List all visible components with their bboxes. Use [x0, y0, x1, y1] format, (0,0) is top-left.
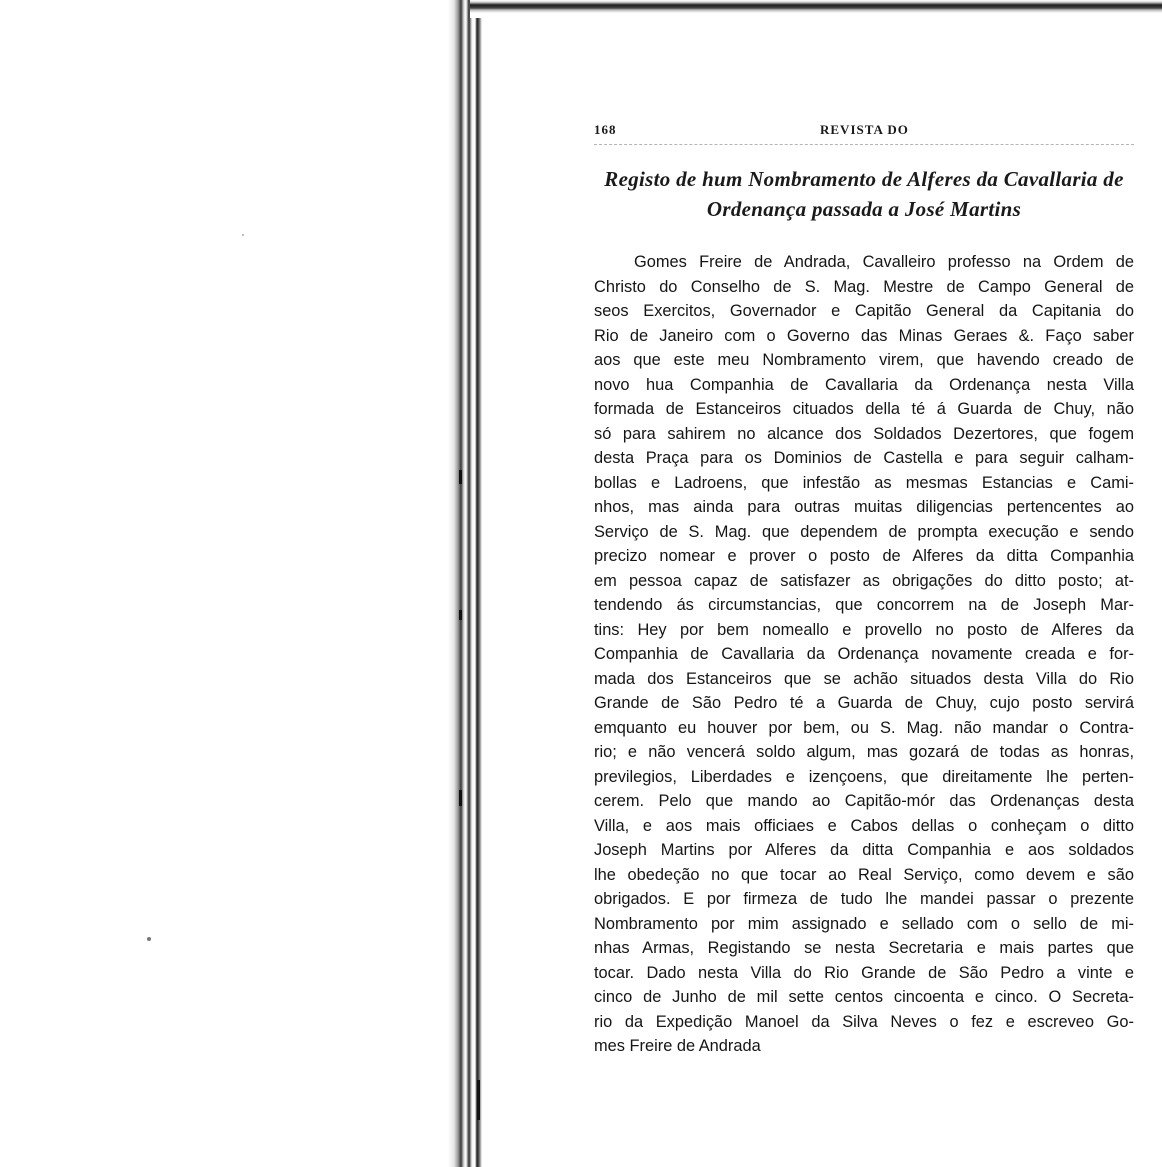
- body-line: aos que este meu Nombramento virem, que havendo creado de: [594, 351, 1134, 369]
- body-line: Villa, e aos mais officiaes e Cabos dellas o conheçam o ditto: [594, 816, 1134, 835]
- body-line: obrigados. E por firmeza de tudo lhe mandei passar o prezente: [594, 890, 1134, 908]
- body-line: mes Freire de Andrada: [594, 1037, 761, 1055]
- body-line: precizo nomear e prover o posto de Alferes da ditta Companhia: [594, 547, 1134, 565]
- body-line: rio; e não vencerá soldo algum, mas gozará de todas as honras,: [594, 743, 1134, 761]
- book-binding-gutter: [448, 0, 488, 1167]
- body-line: Companhia de Cavallaria da Ordenança novamente creada e for-: [594, 645, 1134, 663]
- document-title: [594, 164, 1134, 224]
- body-line: Grande de São Pedro té a Guarda de Chuy, cujo posto servirá: [594, 694, 1134, 712]
- body-line: Nombramento por mim assignado e sellado com o sello de mi-: [594, 914, 1134, 933]
- body-line: Joseph Martins por Alferes da ditta Companhia e aos soldados: [594, 841, 1134, 859]
- running-title: REVISTA DO: [820, 122, 909, 137]
- body-line: previlegios, Liberdades e izençoens, que direitamente lhe perten-: [594, 767, 1134, 786]
- page-number: 168: [594, 122, 617, 137]
- gutter-mark: [477, 1080, 480, 1120]
- body-line: cinco de Junho de mil sette centos cincoenta e cinco. O Secreta-: [594, 988, 1134, 1006]
- document-body: [594, 250, 1134, 1059]
- right-page: [594, 118, 1134, 1059]
- body-line: lhe obedeção no que tocar ao Real Serviço, como devem e são: [594, 865, 1134, 884]
- body-line: Gomes Freire de Andrada, Cavalleiro professo na Ordem de: [634, 253, 1134, 271]
- title-line: Ordenança passada a José Martins: [706, 197, 1022, 221]
- body-line: formada de Estanceiros cituados della té á Guarda de Chuy, não: [594, 400, 1134, 418]
- body-line: tins: Hey por bem nomeallo e provello no posto de Alferes da: [594, 620, 1134, 639]
- gutter-mark: [459, 470, 462, 484]
- body-line: novo hua Companhia de Cavallaria da Ordenança nesta Villa: [594, 375, 1134, 394]
- scan-speck: [242, 234, 244, 236]
- page-top-edge: [470, 0, 1162, 18]
- body-line: só para sahirem no alcance dos Soldados Dezertores, que fogem: [594, 424, 1134, 443]
- title-line: Registo de hum Nombramento de Alferes da Cavallaria de: [604, 167, 1124, 191]
- body-line: Christo do Conselho de S. Mag. Mestre de Campo General de: [594, 277, 1134, 296]
- gutter-mark: [459, 790, 462, 806]
- body-line: nhos, mas ainda para outras muitas diligencias pertencentes ao: [594, 498, 1134, 516]
- body-line: seos Exercitos, Governador e Capitão General da Capitania do: [594, 302, 1134, 320]
- gutter-mark: [459, 610, 462, 620]
- body-line: mada dos Estanceiros que se achão situados desta Villa do Rio: [594, 669, 1134, 688]
- body-line: rio da Expedição Manoel da Silva Neves o fez e escreveo Go-: [594, 1012, 1134, 1031]
- body-line: cerem. Pelo que mando ao Capitão-mór das Ordenanças desta: [594, 792, 1134, 810]
- header-rule: [594, 144, 1134, 145]
- body-line: Serviço de S. Mag. que dependem de prompta execução e sendo: [594, 522, 1134, 541]
- body-line: bollas e Ladroens, que infestão as mesmas Estancias e Cami-: [594, 473, 1134, 492]
- body-line: nhas Armas, Registando se nesta Secretaria e mais partes que: [594, 939, 1134, 957]
- running-header: [594, 118, 1134, 138]
- body-line: emquanto eu houver por bem, ou S. Mag. não mandar o Contra-: [594, 718, 1134, 737]
- body-line: desta Praça para os Dominios de Castella e para seguir calham-: [594, 449, 1134, 467]
- body-line: Rio de Janeiro com o Governo das Minas Geraes &. Faço saber: [594, 326, 1134, 345]
- scan-speck: [147, 937, 151, 941]
- left-blank-page: [0, 0, 452, 1167]
- body-line: em pessoa capaz de satisfazer as obrigações do ditto posto; at-: [594, 571, 1134, 590]
- body-line: tendendo ás circumstancias, que concorrem na de Joseph Mar-: [594, 596, 1134, 614]
- body-line: tocar. Dado nesta Villa do Rio Grande de São Pedro a vinte e: [594, 963, 1134, 982]
